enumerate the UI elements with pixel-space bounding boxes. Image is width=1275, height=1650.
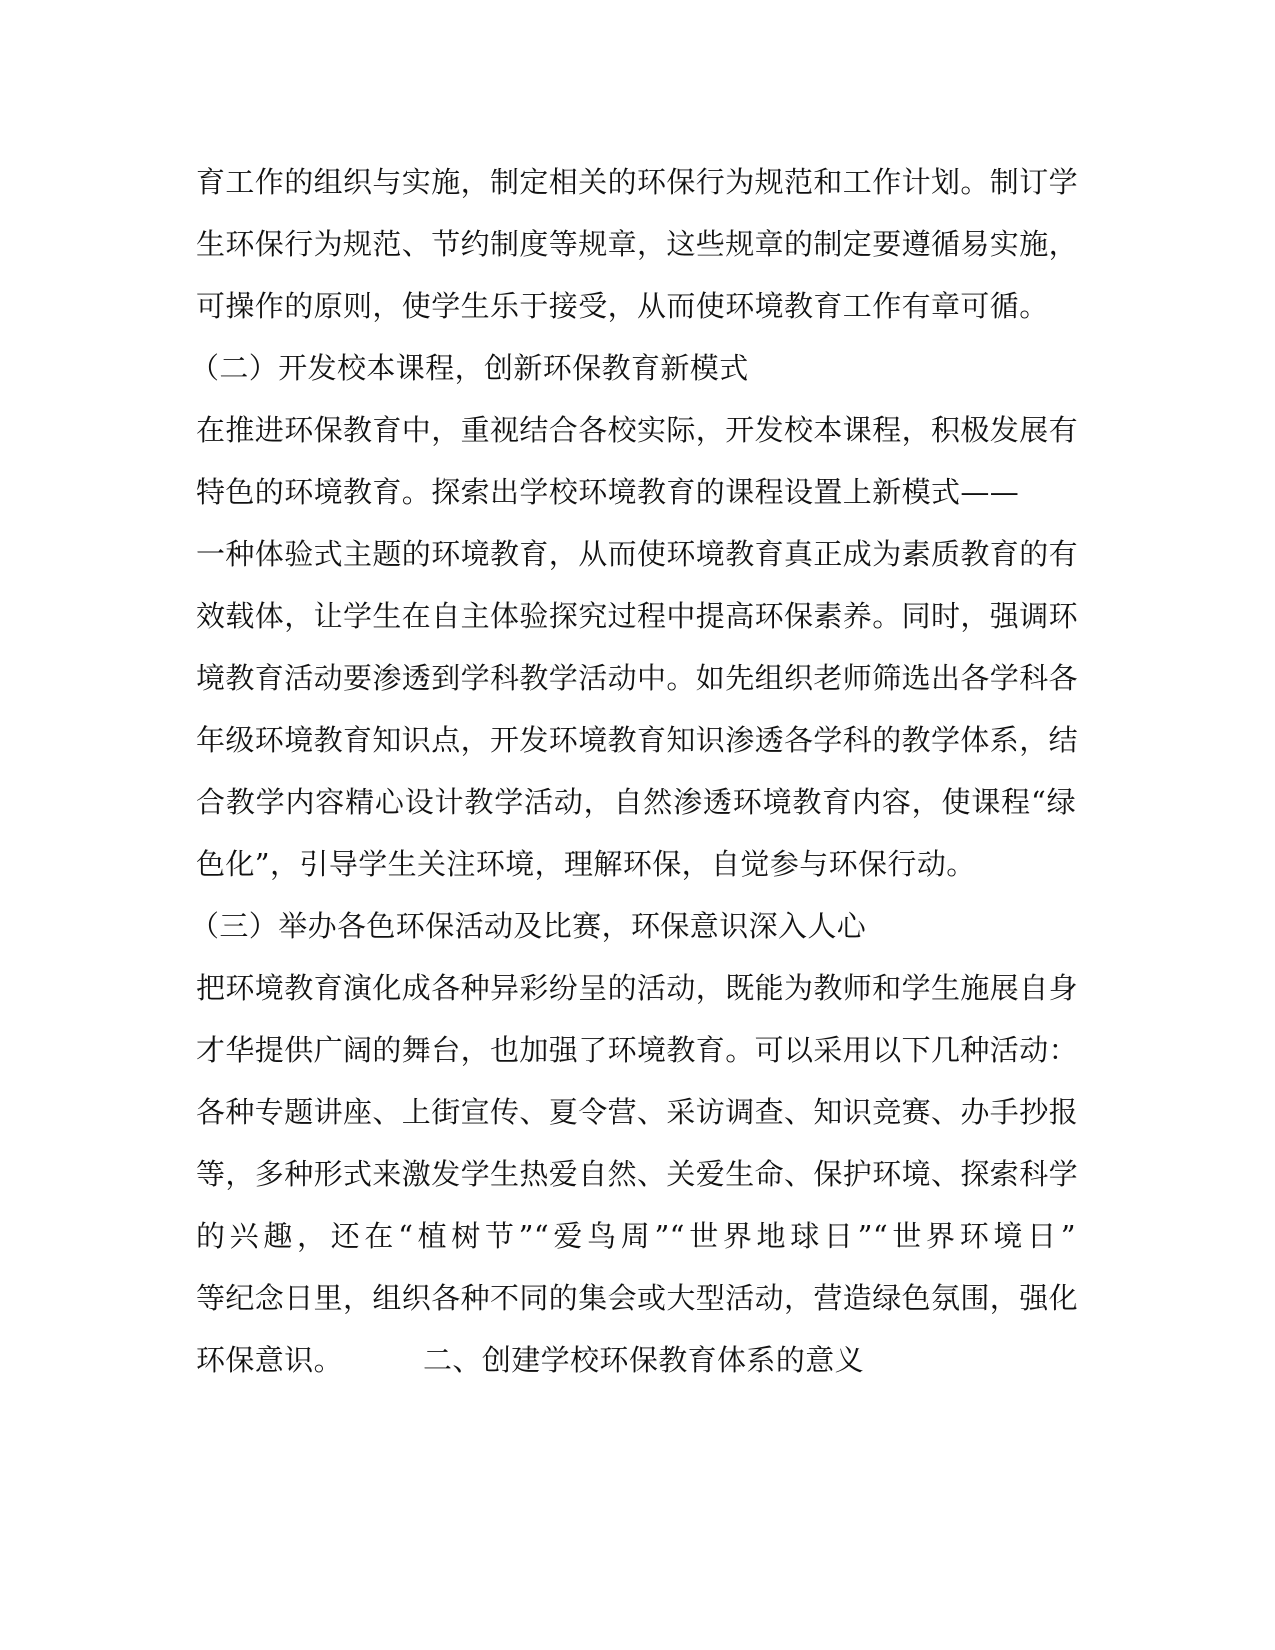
body-line-10: 年级环境教育知识点，开发环境教育知识渗透各学科的教学体系，结 bbox=[196, 723, 1079, 757]
section-heading-2: （二）开发校本课程，创新环保教育新模式 bbox=[190, 351, 749, 385]
body-line-20 bbox=[196, 1340, 1076, 1380]
body-line-11: 合教学内容精心设计教学活动，自然渗透环境教育内容，使课程“绿 bbox=[196, 785, 1076, 819]
body-line-16: 各种专题讲座、上街宣传、夏令营、采访调查、知识竞赛、办手抄报 bbox=[196, 1095, 1079, 1129]
body-line-5: 在推进环保教育中，重视结合各校实际，开发校本课程，积极发展有 bbox=[196, 413, 1079, 447]
paragraph-end-text: 环保意识。 bbox=[196, 1343, 344, 1377]
chapter-heading: 二、创建学校环保教育体系的意义 bbox=[423, 1343, 865, 1377]
body-line-1: 育工作的组织与实施，制定相关的环保行为规范和工作计划。制订学 bbox=[196, 165, 1079, 199]
body-line-12: 色化”，引导学生关注环境，理解环保，自觉参与环保行动。 bbox=[196, 847, 976, 881]
section-heading-3: （三）举办各色环保活动及比赛，环保意识深入人心 bbox=[190, 909, 867, 943]
body-line-2: 生环保行为规范、节约制度等规章，这些规章的制定要遵循易实施， bbox=[196, 227, 1079, 261]
body-line-15: 才华提供广阔的舞台，也加强了环境教育。可以采用以下几种活动： bbox=[196, 1033, 1079, 1067]
body-line-9: 境教育活动要渗透到学科教学活动中。如先组织老师筛选出各学科各 bbox=[196, 661, 1079, 695]
body-line-8: 效载体，让学生在自主体验探究过程中提高环保素养。同时，强调环 bbox=[196, 599, 1079, 633]
body-line-3: 可操作的原则，使学生乐于接受，从而使环境教育工作有章可循。 bbox=[196, 289, 1049, 323]
body-line-14: 把环境教育演化成各种异彩纷呈的活动，既能为教师和学生施展自身 bbox=[196, 971, 1079, 1005]
body-line-7: 一种体验式主题的环境教育，从而使环境教育真正成为素质教育的有 bbox=[196, 537, 1079, 571]
body-line-18: 的兴趣，还在“植树节”“爱鸟周”“世界地球日”“世界环境日” bbox=[196, 1219, 1076, 1253]
body-line-6: 特色的环境教育。探索出学校环境教育的课程设置上新模式—— bbox=[196, 475, 1020, 509]
body-line-19: 等纪念日里，组织各种不同的集会或大型活动，营造绿色氛围，强化 bbox=[196, 1281, 1079, 1315]
body-line-17: 等，多种形式来激发学生热爱自然、关爱生命、保护环境、探索科学 bbox=[196, 1157, 1079, 1191]
